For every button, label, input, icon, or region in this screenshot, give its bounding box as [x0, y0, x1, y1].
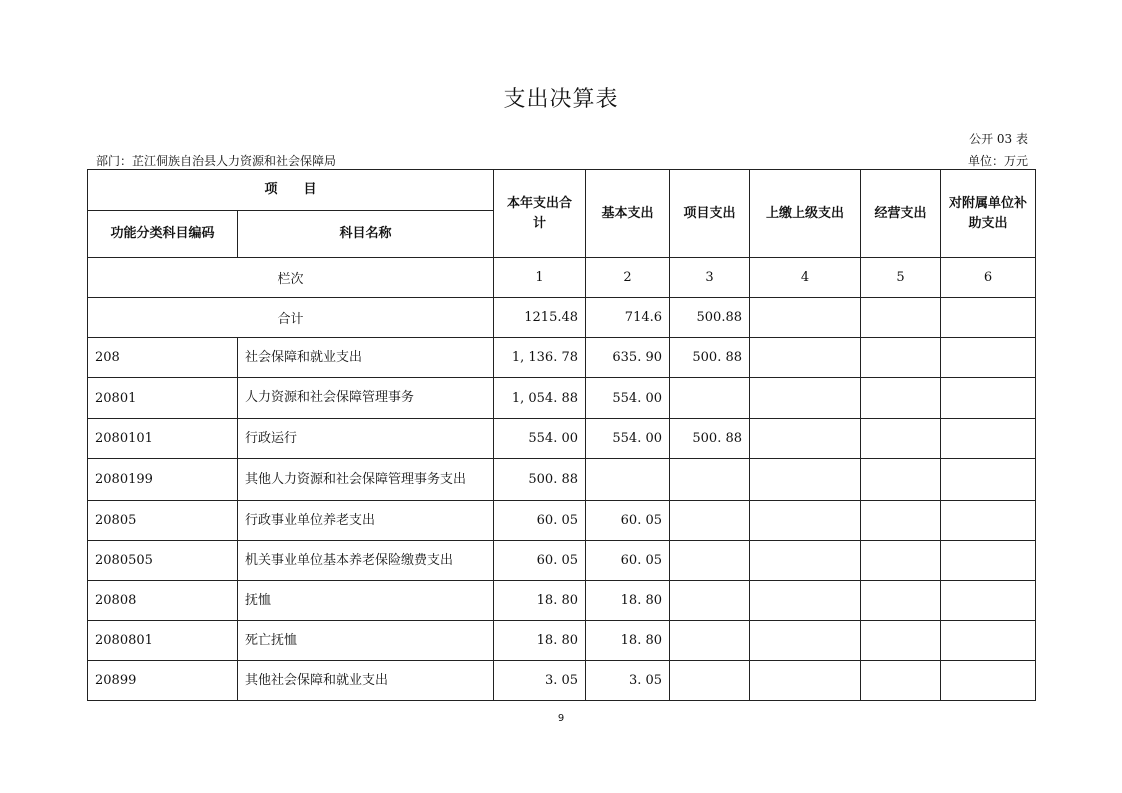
table-row	[88, 661, 1036, 701]
row-value	[941, 661, 1036, 701]
row-value	[941, 581, 1036, 621]
column-index-cell: 3	[670, 258, 750, 298]
row-value: 3. 05	[586, 661, 670, 701]
row-value	[750, 581, 861, 621]
total-value: 500.88	[670, 298, 750, 338]
row-value: 500. 88	[670, 419, 750, 459]
row-value	[750, 419, 861, 459]
header-col-basic: 基本支出	[586, 170, 670, 258]
column-index-row	[88, 258, 1036, 298]
row-code: 2080101	[88, 419, 238, 459]
total-row	[88, 298, 1036, 338]
row-value: 60. 05	[586, 541, 670, 581]
row-value	[670, 661, 750, 701]
header-col-total: 本年支出合计	[494, 170, 586, 258]
row-value	[941, 501, 1036, 541]
table-row	[88, 541, 1036, 581]
column-index-cell: 6	[941, 258, 1036, 298]
column-index-cell: 4	[750, 258, 861, 298]
row-name: 其他人力资源和社会保障管理事务支出	[238, 459, 494, 501]
total-value: 714.6	[586, 298, 670, 338]
form-number: 公开 03 表	[969, 132, 1028, 146]
row-value	[941, 621, 1036, 661]
column-index-cell: 5	[861, 258, 941, 298]
row-value: 60. 05	[586, 501, 670, 541]
row-value	[861, 338, 941, 378]
row-name: 其他社会保障和就业支出	[238, 661, 494, 701]
table-row	[88, 378, 1036, 419]
row-value	[750, 541, 861, 581]
row-code: 208	[88, 338, 238, 378]
total-value	[861, 298, 941, 338]
row-value	[750, 661, 861, 701]
row-value: 554. 00	[586, 378, 670, 419]
row-value	[861, 541, 941, 581]
row-value: 60. 05	[494, 501, 586, 541]
row-value: 554. 00	[494, 419, 586, 459]
row-code: 2080801	[88, 621, 238, 661]
row-code: 20899	[88, 661, 238, 701]
row-value: 635. 90	[586, 338, 670, 378]
row-value	[941, 459, 1036, 501]
row-value	[750, 338, 861, 378]
row-name: 机关事业单位基本养老保险缴费支出	[238, 541, 494, 581]
table-row	[88, 338, 1036, 378]
expenditure-table	[87, 169, 1036, 701]
page-number: 9	[557, 713, 565, 724]
row-value	[941, 419, 1036, 459]
row-value	[861, 419, 941, 459]
row-value	[861, 501, 941, 541]
total-label: 合计	[88, 298, 494, 338]
row-code: 20805	[88, 501, 238, 541]
header-col-project: 项目支出	[670, 170, 750, 258]
header-col-operating: 经营支出	[861, 170, 941, 258]
row-code: 2080505	[88, 541, 238, 581]
column-index-label: 栏次	[88, 258, 494, 298]
table-row	[88, 419, 1036, 459]
unit-label: 单位：万元	[967, 154, 1028, 168]
header-code: 功能分类科目编码	[88, 211, 238, 258]
header-name: 科目名称	[238, 211, 494, 258]
table-row	[88, 581, 1036, 621]
row-value	[941, 541, 1036, 581]
page-title: 支出决算表	[503, 87, 619, 112]
row-name: 社会保障和就业支出	[238, 338, 494, 378]
row-value: 1, 054. 88	[494, 378, 586, 419]
row-value	[670, 501, 750, 541]
row-value: 1, 136. 78	[494, 338, 586, 378]
row-value	[750, 501, 861, 541]
total-value: 1215.48	[494, 298, 586, 338]
row-value: 554. 00	[586, 419, 670, 459]
row-value: 3. 05	[494, 661, 586, 701]
row-value: 500. 88	[494, 459, 586, 501]
row-value	[941, 378, 1036, 419]
header-row	[88, 170, 1036, 211]
row-value	[861, 661, 941, 701]
column-index-cell: 2	[586, 258, 670, 298]
row-value	[670, 621, 750, 661]
row-value: 60. 05	[494, 541, 586, 581]
row-code: 20801	[88, 378, 238, 419]
row-value	[670, 459, 750, 501]
table-row	[88, 621, 1036, 661]
table-row	[88, 459, 1036, 501]
row-value	[670, 581, 750, 621]
row-value	[861, 621, 941, 661]
row-name: 抚恤	[238, 581, 494, 621]
row-value	[586, 459, 670, 501]
department-label: 部门：芷江侗族自治县人力资源和社会保障局	[96, 154, 337, 168]
row-value	[670, 378, 750, 419]
table-row	[88, 501, 1036, 541]
total-value	[750, 298, 861, 338]
row-value	[670, 541, 750, 581]
row-name: 行政事业单位养老支出	[238, 501, 494, 541]
row-value	[861, 459, 941, 501]
header-item: 项 目	[88, 170, 494, 211]
row-code: 20808	[88, 581, 238, 621]
row-name: 行政运行	[238, 419, 494, 459]
total-value	[941, 298, 1036, 338]
row-value: 18. 80	[586, 621, 670, 661]
header-col-upper: 上缴上级支出	[750, 170, 861, 258]
row-value	[750, 378, 861, 419]
row-code: 2080199	[88, 459, 238, 501]
row-value	[861, 581, 941, 621]
row-value	[941, 338, 1036, 378]
row-value: 18. 80	[494, 621, 586, 661]
row-name: 人力资源和社会保障管理事务	[238, 378, 494, 419]
row-value	[750, 621, 861, 661]
row-value: 500. 88	[670, 338, 750, 378]
row-value	[861, 378, 941, 419]
row-value: 18. 80	[586, 581, 670, 621]
header-col-subsidy: 对附属单位补助支出	[941, 170, 1036, 258]
row-name: 死亡抚恤	[238, 621, 494, 661]
row-value: 18. 80	[494, 581, 586, 621]
column-index-cell: 1	[494, 258, 586, 298]
row-value	[750, 459, 861, 501]
